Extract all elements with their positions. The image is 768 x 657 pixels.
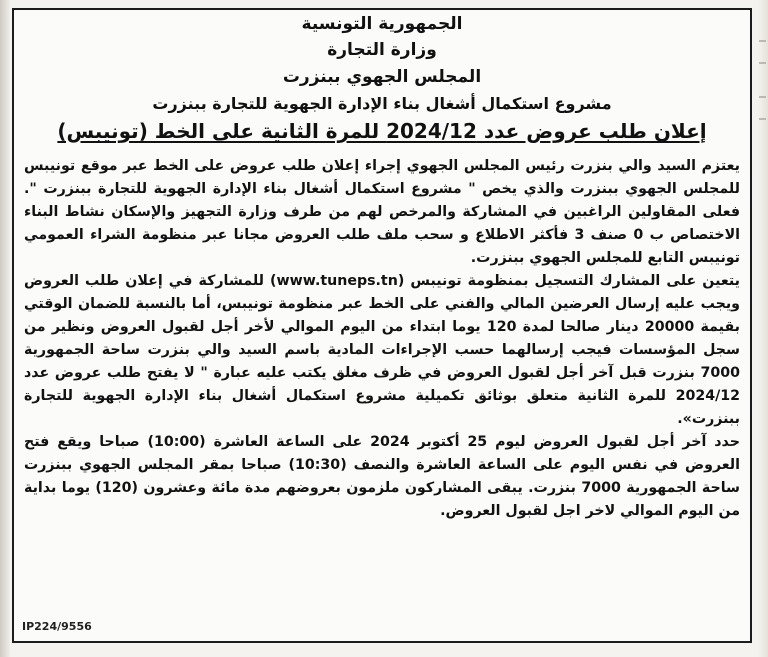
paragraph-invitation: يعتزم السيد والي بنزرت رئيس المجلس الجهوي إجراء إعلان طلب عروض على الخط عبر موقع تونيبس للمجلس الجهوي ببنزرت والذي يخص " مشروع استكمال أشغال بناء الإدارة الجهوية للتجارة ببنزرت ". فعلى المقاولين الراغبين في المشاركة والمرخص لهم من طرف وزارة التجهيز والإسكان نشاط البناء الاختصاص ب 0 صنف 3 فأكثر الاطلاع و سحب ملف طلب العروض مجانا عبر منظومة الشراء العمومي تونيبس التابع للمجلس الجهوي ببنزرت. [24, 158, 740, 266]
paragraph-deadline: حدد آخر أجل لقبول العروض ليوم 25 أكتوبر 2024 على الساعة العاشرة (10:00) صباحا ويقع فتح العروض في نفس اليوم على الساعة العاشرة والنصف (10:30) صباحا بمقر المجلس الجهوي ببنزرت ساحة الجمهورية 7000 بنزرت. يبقى المشاركون ملزمون بعروضهم مدة مائة وعشرون (120) يوما بداية من اليوم الموالي لاخر اجل لقبول العروض. [24, 434, 740, 519]
project-heading: مشروع استكمال أشغال بناء الإدارة الجهوية للتجارة ببنزرت [152, 94, 612, 113]
reference-code: IP224/9556 [22, 620, 92, 633]
ministry-heading: وزارة التجارة [327, 40, 437, 60]
council-heading: المجلس الجهوي ببنزرت [282, 67, 482, 87]
notice-body [24, 155, 740, 523]
tender-notice [12, 8, 752, 643]
country-heading: الجمهورية التونسية [301, 14, 463, 34]
tender-title: إعلان طلب عروض عدد 2024/12 للمرة الثانية على الخط (تونيبس) [57, 119, 707, 143]
page-edge-shadow [0, 0, 10, 657]
adjacent-page-bleed [758, 0, 768, 657]
paragraph-submission: يتعين على المشارك التسجيل بمنظومة تونيبس (www.tuneps.tn) للمشاركة في إعلان طلب العروض ويجب عليه إرسال العرضين المالي والفني على الخط عبر منظومة تونيبس، أما بالنسبة للضمان الوقتي بقيمة 20000 دينار صالحا لمدة 120 يوما ابتداء من اليوم الموالي لأخر أجل لقبول العروض ونظير من سجل المؤسسات فيجب إرسالهما حسب الإجراءات المادية باسم السيد والي بنزرت ساحة الجمهورية 7000 بنزرت قبل آخر أجل لقبول العروض في ظرف مغلق يكتب عليه عبارة " لا يفتح طلب عروض عدد 2024/12 للمرة الثانية متعلق بوثائق تكميلية مشروع استكمال أشغال بناء الإدارة الجهوية للتجارة ببنزرت». [24, 273, 740, 427]
